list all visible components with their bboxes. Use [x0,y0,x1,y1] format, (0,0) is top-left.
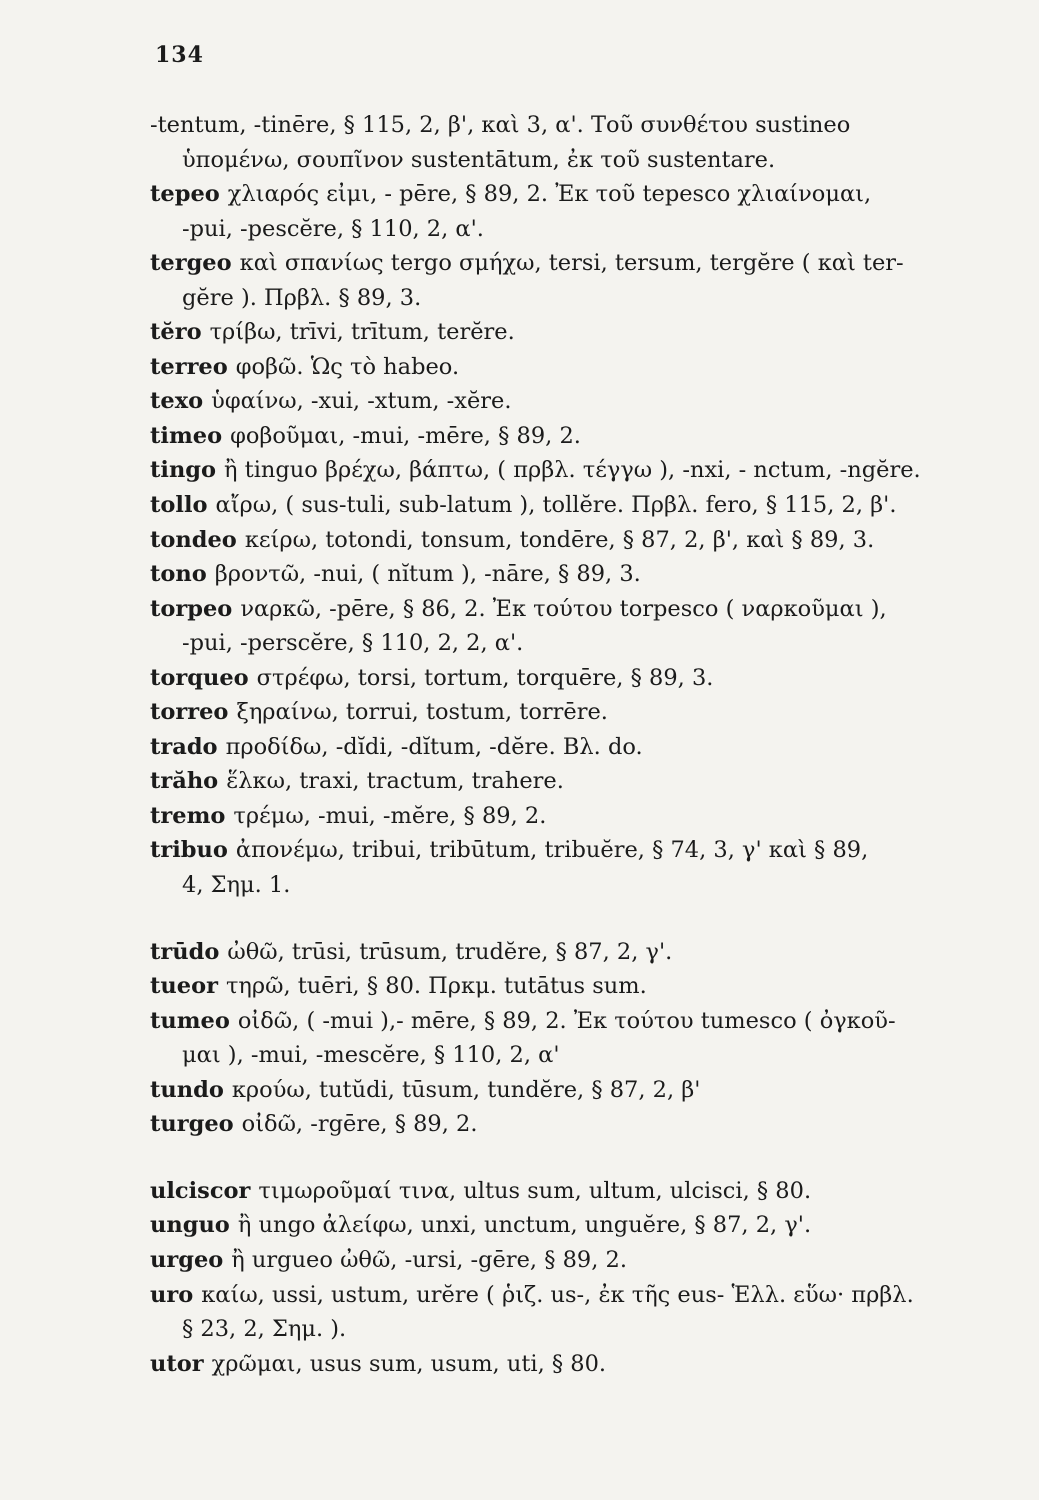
entry-text: ἀπονέμω, tribui, tribūtum, tribuĕre, § 74, 3, γ' καὶ § 89, [235,837,869,864]
headword: urgeo [150,1246,224,1273]
headword: tueor [150,973,218,1000]
entry-text: -pui, -perscĕre, § 110, 2, 2, α'. [182,630,524,657]
entry-line [150,1107,1020,1142]
headword: torqueo [150,664,249,691]
entry-text: βροντῶ, -nui, ( nĭtum ), -nāre, § 89, 3. [214,561,641,588]
entry-text: καὶ σπανίως tergo σμήχω, tersi, tersum, tergĕre ( καὶ ter- [239,250,904,277]
headword: tĕro [150,319,202,346]
entry-text: ὑπομένω, σουπῖνον sustentātum, ἐκ τοῦ sustentare. [182,146,776,173]
entry-text: ἢ urgueo ὠθῶ, -ursi, -gēre, § 89, 2. [231,1246,628,1273]
headword: terreo [150,353,228,380]
entry-text: στρέφω, torsi, tortum, torquēre, § 89, 3. [256,664,714,691]
entry-line [150,1174,1020,1209]
entry-text: -pui, -pescĕre, § 110, 2, α'. [182,215,484,242]
entry-line [150,969,1020,1004]
entry-list [150,108,1020,1381]
entry-line [150,695,1020,730]
entry-line [150,764,1020,799]
continuation-line [150,143,1020,178]
entry-line [150,246,1020,281]
entry-line [150,592,1020,627]
entry-line [150,661,1020,696]
headword: tumeo [150,1007,230,1034]
headword: tergeo [150,250,232,277]
headword: ulciscor [150,1177,251,1204]
entry-text: -tentum, -tinēre, § 115, 2, β', καὶ 3, α'. Τοῦ συνθέτου sustineo [150,112,851,138]
headword: trăho [150,768,219,795]
entry-line [150,730,1020,765]
entry-text: gĕre ). Πρβλ. § 89, 3. [182,284,422,311]
entry-line [150,1243,1020,1278]
headword: uro [150,1281,194,1308]
headword: tremo [150,802,226,829]
entry-text: ξηραίνω, torrui, tostum, torrēre. [236,699,608,726]
entry-line [150,419,1020,454]
entry-text: ὑφαίνω, -xui, -xtum, -xĕre. [211,388,512,415]
headword: trūdo [150,938,220,965]
entry-line [150,488,1020,523]
continuation-line [150,108,1020,143]
entry-text: τρέμω, -mui, -mĕre, § 89, 2. [233,802,547,829]
entry-text: κρούω, tutŭdi, tūsum, tundĕre, § 87, 2, β' [231,1076,701,1103]
headword: trado [150,733,218,760]
entry-text: ἢ tinguo βρέχω, βάπτω, ( πρβλ. τέγγω ), -nxi, - nctum, -ngĕre. [224,457,921,484]
entry-line [150,453,1020,488]
entry-text: τηρῶ, tuēri, § 80. Πρκμ. tutātus sum. [225,973,647,1000]
continuation-line [150,212,1020,247]
entry-text: χλιαρός εἰμι, - pēre, § 89, 2. Ἐκ τοῦ tepesco χλιαίνομαι, [227,181,872,208]
entry-line [150,935,1020,970]
entry-text: ναρκῶ, -pēre, § 86, 2. Ἐκ τούτου torpesco ( ναρκοῦμαι ), [240,595,887,622]
entry-line [150,557,1020,592]
entry-line [150,1004,1020,1039]
headword: tepeo [150,181,220,208]
entry-text: αἴρω, ( sus-tuli, sub-latum ), tollĕre. Πρβλ. fero, § 115, 2, β'. [215,492,897,519]
continuation-line [150,868,1020,903]
entry-text: ἢ ungo ἀλείφω, unxi, unctum, unguĕre, § 87, 2, γ'. [237,1212,812,1239]
entry-text: 4, Σημ. 1. [182,872,291,899]
entry-text: μαι ), -mui, -mescĕre, § 110, 2, α' [182,1042,560,1069]
entry-line [150,799,1020,834]
entry-line [150,315,1020,350]
headword: tingo [150,457,217,484]
entry-line [150,1347,1020,1382]
entry-line [150,833,1020,868]
entry-line [150,1208,1020,1243]
headword: timeo [150,422,223,449]
headword: turgeo [150,1111,234,1138]
entry-line [150,384,1020,419]
entry-text: ὠθῶ, trūsi, trūsum, trudĕre, § 87, 2, γ'. [227,938,673,965]
entry-text: τρίβω, trīvi, trītum, terĕre. [209,319,515,346]
headword: utor [150,1350,204,1377]
entry-line [150,350,1020,385]
entry-text: κείρω, totondi, tonsum, tondēre, § 87, 2, β', καὶ § 89, 3. [244,526,875,553]
headword: tribuo [150,837,228,864]
entry-text: προδίδω, -dĭdi, -dĭtum, -dĕre. Βλ. do. [225,733,643,760]
headword: tundo [150,1076,224,1103]
entry-text: τιμωροῦμαί τινα, ultus sum, ultum, ulcisci, § 80. [258,1177,812,1204]
entry-text: καίω, ussi, ustum, urĕre ( ῥιζ. us-, ἐκ τῆς eus- Ἑλλ. εὕω· πρβλ. [201,1281,914,1308]
entry-text: φοβῶ. Ὡς τὸ habeo. [235,353,460,380]
entry-line [150,1278,1020,1313]
continuation-line [150,626,1020,661]
headword: texo [150,388,204,415]
headword: tono [150,561,207,588]
entry-text: § 23, 2, Σημ. ). [182,1316,347,1343]
entry-text: ἕλκω, traxi, tractum, trahere. [226,768,564,795]
entry-text: οἰδῶ, -rgēre, § 89, 2. [241,1111,478,1138]
headword: torpeo [150,595,233,622]
entry-text: οἰδῶ, ( -mui ),- mēre, § 89, 2. Ἐκ τούτου tumesco ( ὀγκοῦ- [237,1007,896,1034]
entry-text: φοβοῦμαι, -mui, -mēre, § 89, 2. [230,422,581,449]
continuation-line [150,1038,1020,1073]
entry-line [150,177,1020,212]
page-number: 134 [155,42,204,68]
entry-line [150,1073,1020,1108]
headword: torreo [150,699,229,726]
entry-line [150,523,1020,558]
headword: tollo [150,492,208,519]
continuation-line [150,1312,1020,1347]
headword: tondeo [150,526,237,553]
headword: unguo [150,1212,230,1239]
continuation-line [150,281,1020,316]
entry-text: χρῶμαι, usus sum, usum, uti, § 80. [211,1350,607,1377]
